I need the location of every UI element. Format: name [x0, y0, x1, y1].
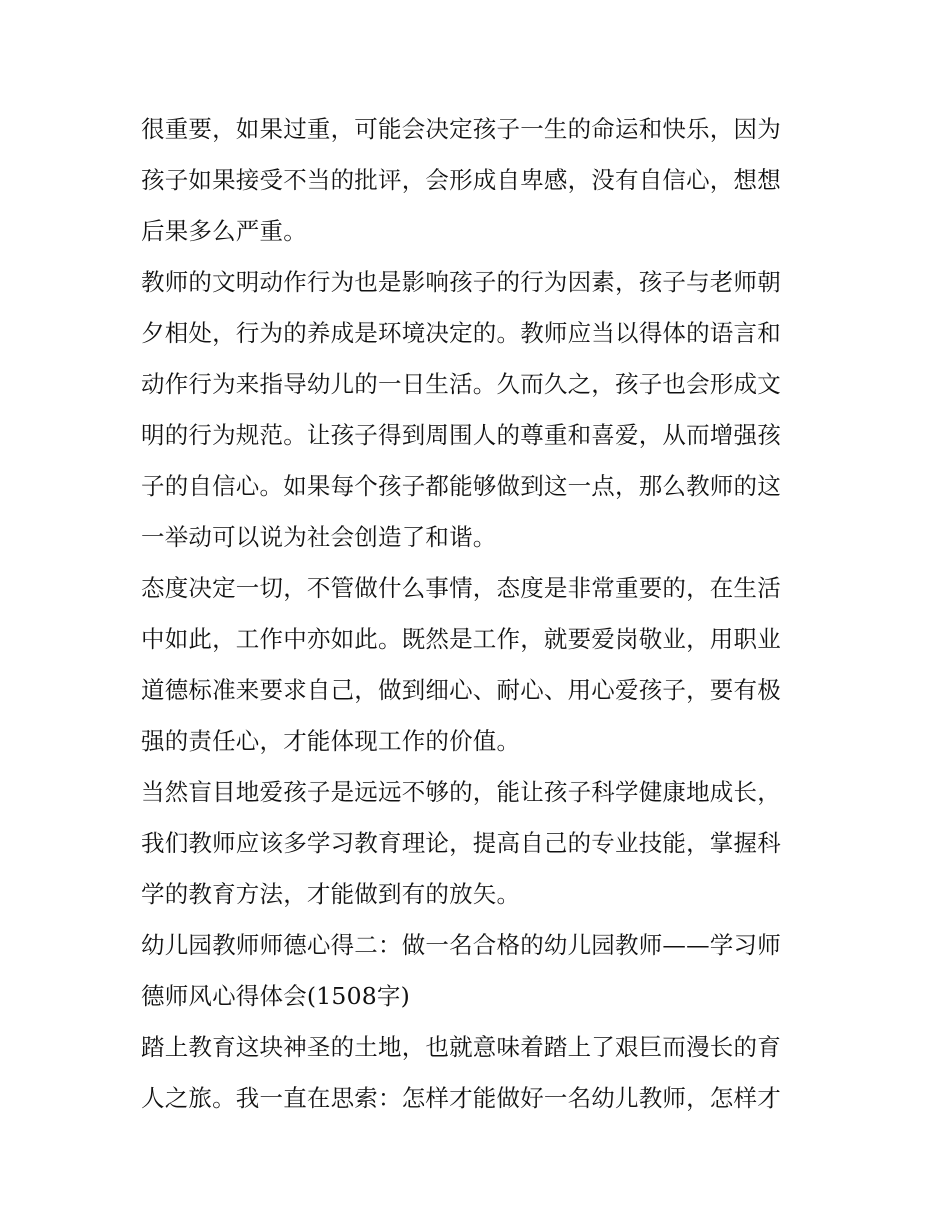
- text-line: 踏上教育这块神圣的土地，也就意味着踏上了艰巨而漫长的育: [141, 1033, 781, 1061]
- section-heading-line: 幼儿园教师师德心得二：做一名合格的幼儿园教师——学习师: [141, 931, 781, 959]
- text-line: 中如此，工作中亦如此。既然是工作，就要爱岗敬业，用职业: [141, 625, 781, 653]
- text-line: 孩子如果接受不当的批评，会形成自卑感，没有自信心，想想: [141, 166, 781, 194]
- text-line: 教师的文明动作行为也是影响孩子的行为因素，孩子与老师朝: [141, 268, 781, 296]
- text-line: 夕相处，行为的养成是环境决定的。教师应当以得体的语言和: [141, 319, 781, 347]
- text-line: 动作行为来指导幼儿的一日生活。久而久之，孩子也会形成文: [141, 370, 781, 398]
- text-line: 强的责任心，才能体现工作的价值。: [141, 727, 521, 755]
- text-line: 明的行为规范。让孩子得到周围人的尊重和喜爱，从而增强孩: [141, 421, 781, 449]
- text-line: 一举动可以说为社会创造了和谐。: [141, 523, 497, 551]
- text-line: 学的教育方法，才能做到有的放矢。: [141, 880, 521, 908]
- document-body: [141, 104, 821, 1124]
- text-line: 当然盲目地爱孩子是远远不够的，能让孩子科学健康地成长，: [141, 778, 781, 806]
- text-line: 态度决定一切，不管做什么事情，态度是非常重要的，在生活: [141, 574, 781, 602]
- text-line: 道德标准来要求自己，做到细心、耐心、用心爱孩子，要有极: [141, 676, 781, 704]
- text-line: 很重要，如果过重，可能会决定孩子一生的命运和快乐，因为: [141, 115, 781, 143]
- text-line: 人之旅。我一直在思索：怎样才能做好一名幼儿教师，怎样才: [141, 1084, 781, 1112]
- text-line: 我们教师应该多学习教育理论，提高自己的专业技能，掌握科: [141, 829, 781, 857]
- text-line: 后果多么严重。: [141, 217, 307, 245]
- text-line: 子的自信心。如果每个孩子都能够做到这一点，那么教师的这: [141, 472, 781, 500]
- section-heading-line: 德师风心得体会(1508字): [141, 982, 410, 1010]
